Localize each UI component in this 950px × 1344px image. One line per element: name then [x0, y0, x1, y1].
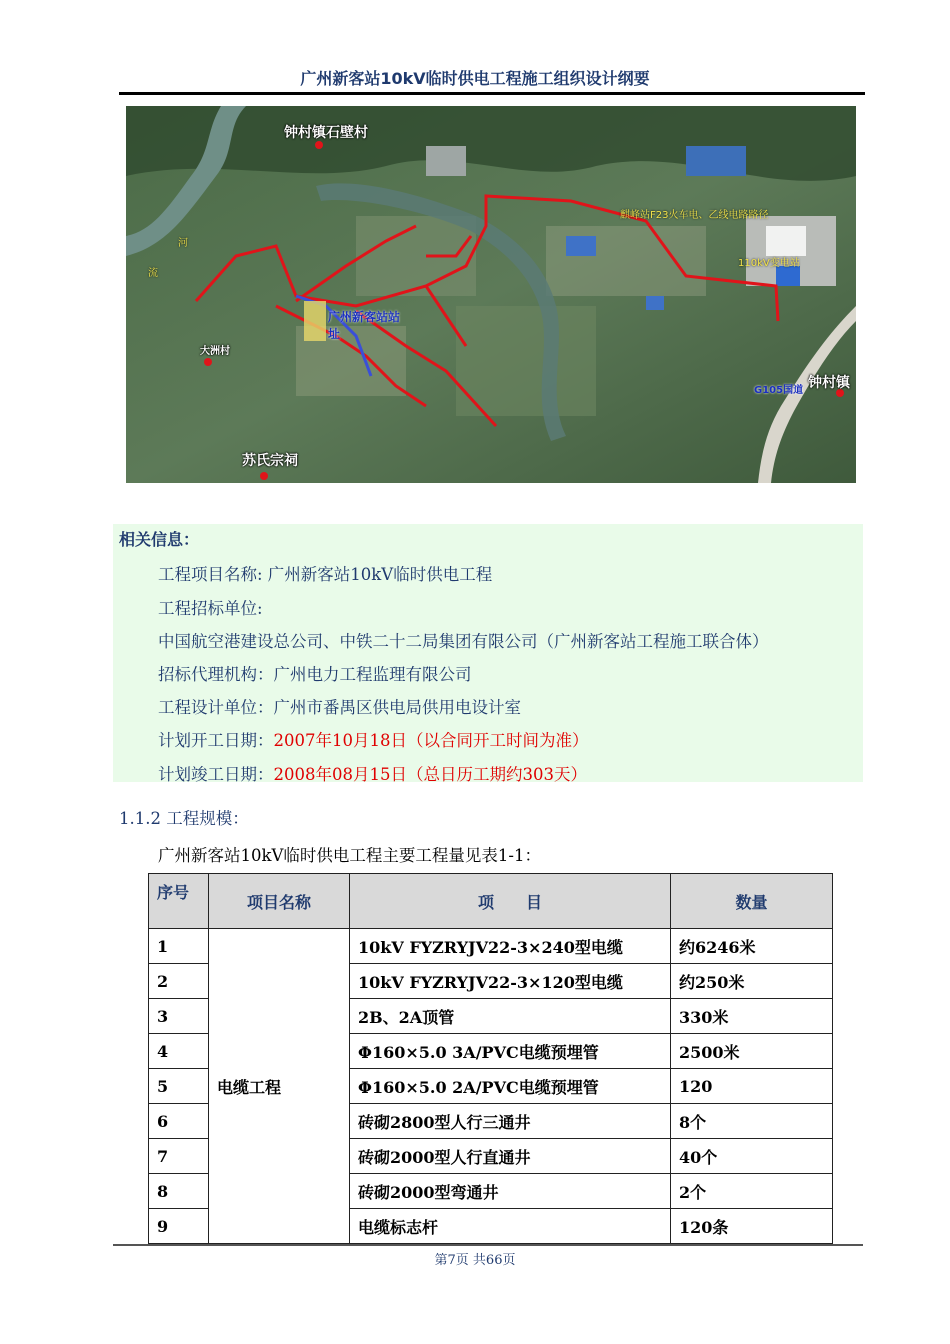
row-seq: 3	[149, 999, 209, 1034]
row-item: 砖砌2000型人行直通井	[350, 1139, 671, 1174]
tender-unit-value: 中国航空港建设总公司、中铁二十二局集团有限公司（广州新客站工程施工联合体）	[158, 632, 769, 651]
row-seq: 1	[149, 929, 209, 964]
satellite-map	[126, 106, 856, 483]
map-label-line: 麒峰站F23火车电、乙线电路路径	[620, 210, 769, 221]
row-seq: 4	[149, 1034, 209, 1069]
map-label-site: 广州新客站站址	[328, 310, 401, 341]
end-date-label: 计划竣工日期：	[158, 765, 274, 784]
page-number: 第7页 共66页	[434, 1253, 516, 1268]
row-qty: 约6246米	[671, 929, 833, 964]
map-graphic	[126, 106, 856, 483]
end-date-value: 2008年08月15日（总日历工期约303天）	[273, 765, 587, 784]
map-label-expressway: G105国道	[754, 385, 804, 396]
group-name: 电缆工程	[209, 929, 350, 1244]
row-qty: 2个	[671, 1174, 833, 1209]
map-label-sushi: 苏氏宗祠	[242, 453, 298, 469]
row-item: 砖砌2000型弯通井	[350, 1174, 671, 1209]
header-name: 项目名称	[209, 874, 350, 929]
map-label-shibi: 钟村镇石壁村	[284, 125, 368, 141]
row-item: Φ160×5.0 2A/PVC电缆预埋管	[350, 1069, 671, 1104]
header-qty: 数量	[671, 874, 833, 929]
row-qty: 8个	[671, 1104, 833, 1139]
row-qty: 120条	[671, 1209, 833, 1244]
map-label-river2: 流	[148, 268, 158, 279]
row-seq: 2	[149, 964, 209, 999]
header-seq: 序号	[149, 874, 209, 929]
footer-rule	[113, 1244, 863, 1246]
designer: 工程设计单位：广州市番禺区供电局供用电设计室	[158, 698, 521, 717]
section-intro: 广州新客站10kV临时供电工程主要工程量见表1-1：	[158, 846, 541, 865]
row-qty: 120	[671, 1069, 833, 1104]
agency: 招标代理机构：广州电力工程监理有限公司	[158, 665, 472, 684]
info-heading: 相关信息：	[119, 530, 200, 549]
start-date-value: 2007年10月18日（以合同开工时间为准）	[273, 731, 589, 750]
project-name: 工程项目名称: 广州新客站10kV临时供电工程	[158, 565, 493, 584]
row-seq: 7	[149, 1139, 209, 1174]
row-seq: 9	[149, 1209, 209, 1244]
row-qty: 2500米	[671, 1034, 833, 1069]
tender-unit-label: 工程招标单位:	[158, 599, 263, 618]
map-label-dazhou: 大洲村	[200, 346, 230, 357]
row-seq: 5	[149, 1069, 209, 1104]
row-qty: 约250米	[671, 964, 833, 999]
table-header-row	[149, 874, 833, 929]
row-seq: 8	[149, 1174, 209, 1209]
row-item: 10kV FYZRYJV22-3×120型电缆	[350, 964, 671, 999]
row-item: 砖砌2800型人行三通井	[350, 1104, 671, 1139]
start-date-line	[158, 727, 588, 751]
start-date-label: 计划开工日期：	[158, 731, 274, 750]
row-item: 电缆标志杆	[350, 1209, 671, 1244]
header-item: 项 目	[350, 874, 671, 929]
row-item: 10kV FYZRYJV22-3×240型电缆	[350, 929, 671, 964]
row-item: 2B、2A顶管	[350, 999, 671, 1034]
end-date-line	[158, 761, 587, 785]
table-row	[149, 929, 833, 964]
quantity-table	[148, 873, 833, 1244]
page-header-title: 广州新客站10kV临时供电工程施工组织设计纲要	[300, 69, 650, 88]
row-qty: 330米	[671, 999, 833, 1034]
section-heading: 1.1.2 工程规模：	[119, 809, 249, 828]
map-label-substation: 110kV变电站	[738, 258, 800, 269]
row-seq: 6	[149, 1104, 209, 1139]
map-label-zhongcun: 钟村镇	[808, 375, 850, 391]
row-item: Φ160×5.0 3A/PVC电缆预埋管	[350, 1034, 671, 1069]
header-rule	[119, 92, 865, 95]
row-qty: 40个	[671, 1139, 833, 1174]
map-label-river1: 河	[178, 238, 188, 249]
